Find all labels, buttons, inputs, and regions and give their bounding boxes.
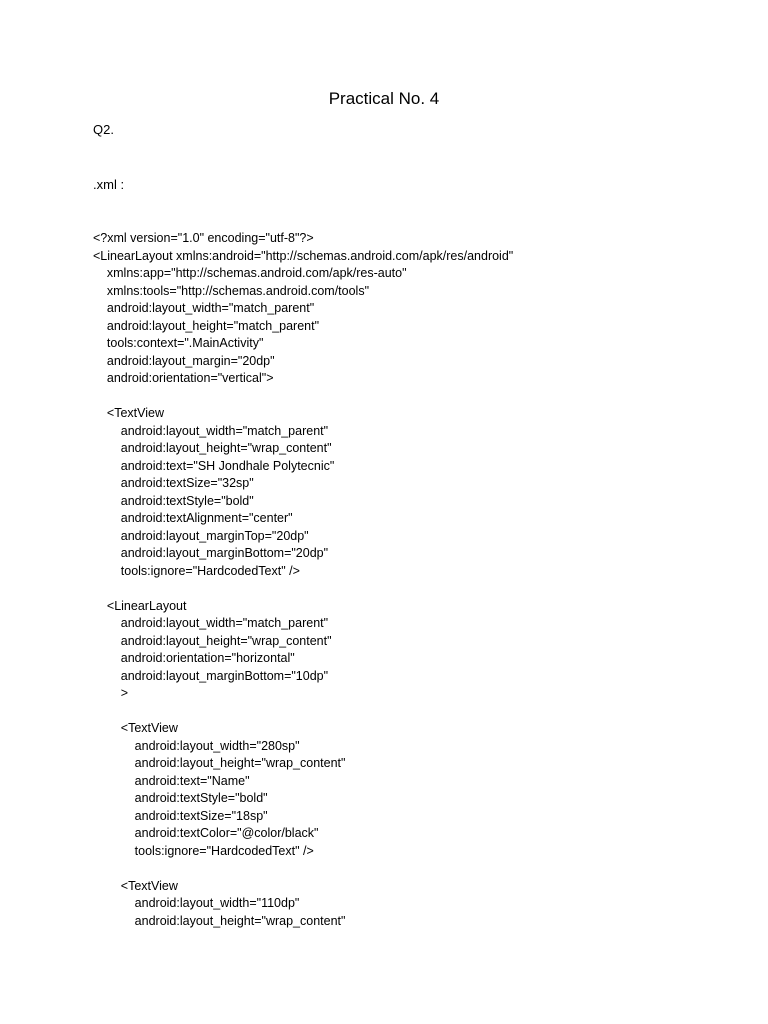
- code-line: android:text="SH Jondhale Polytecnic": [93, 458, 335, 473]
- code-line: tools:ignore="HardcodedText" />: [93, 843, 314, 858]
- code-line: android:layout_width="280sp": [93, 738, 300, 753]
- code-line: android:layout_width="match_parent": [93, 616, 329, 630]
- code-line: tools:context=".MainActivity": [93, 336, 264, 350]
- code-line: android:textAlignment="center": [93, 511, 293, 525]
- code-line: <?xml version="1.0" encoding="utf-8"?>: [93, 231, 314, 245]
- code-line: <TextView: [93, 721, 178, 735]
- page-title: Practical No. 4: [328, 89, 440, 108]
- code-line: android:layout_marginBottom="20dp": [93, 546, 329, 560]
- code-line: android:layout_marginTop="20dp": [93, 528, 309, 543]
- code-line: android:textStyle="bold": [93, 493, 254, 508]
- code-line: android:layout_width="match_parent": [93, 423, 329, 438]
- code-line: android:text="Name": [93, 773, 250, 788]
- code-line: android:layout_height="match_parent": [93, 318, 320, 333]
- code-line: tools:ignore="HardcodedText" />: [93, 563, 300, 578]
- code-line: [93, 388, 733, 406]
- code-line: [93, 580, 733, 598]
- code-line: <TextView: [93, 406, 164, 420]
- code-line: <LinearLayout: [93, 598, 187, 613]
- code-line: android:layout_margin="20dp": [93, 353, 275, 368]
- code-line: android:textSize="18sp": [93, 808, 268, 823]
- code-line: android:textColor="@color/black": [93, 826, 319, 840]
- code-block: [93, 230, 733, 930]
- code-line: android:layout_width="110dp": [93, 896, 300, 910]
- code-line: android:textSize="32sp": [93, 476, 254, 490]
- code-line: xmlns:tools="http://schemas.android.com/tools": [93, 283, 370, 298]
- code-line: <TextView: [93, 878, 178, 893]
- code-line: xmlns:app="http://schemas.android.com/apk/res-auto": [93, 266, 407, 280]
- question-label: Q2.: [93, 122, 114, 137]
- code-line: [93, 703, 733, 721]
- code-line: android:layout_height="wrap_content": [93, 756, 346, 770]
- code-line: [93, 860, 733, 878]
- code-line: android:layout_height="wrap_content": [93, 633, 332, 648]
- code-line: android:layout_marginBottom="10dp": [93, 668, 329, 683]
- code-line: android:layout_height="wrap_content": [93, 913, 346, 928]
- file-type-label: .xml :: [93, 177, 125, 192]
- code-line: android:layout_width="match_parent": [93, 301, 315, 315]
- code-line: android:textStyle="bold": [93, 791, 268, 805]
- code-line: android:layout_height="wrap_content": [93, 441, 332, 455]
- code-line: <LinearLayout xmlns:android="http://schemas.android.com/apk/res/android": [93, 248, 514, 263]
- code-line: android:orientation="vertical">: [93, 371, 274, 385]
- code-line: >: [93, 686, 129, 700]
- code-line: android:orientation="horizontal": [93, 651, 295, 665]
